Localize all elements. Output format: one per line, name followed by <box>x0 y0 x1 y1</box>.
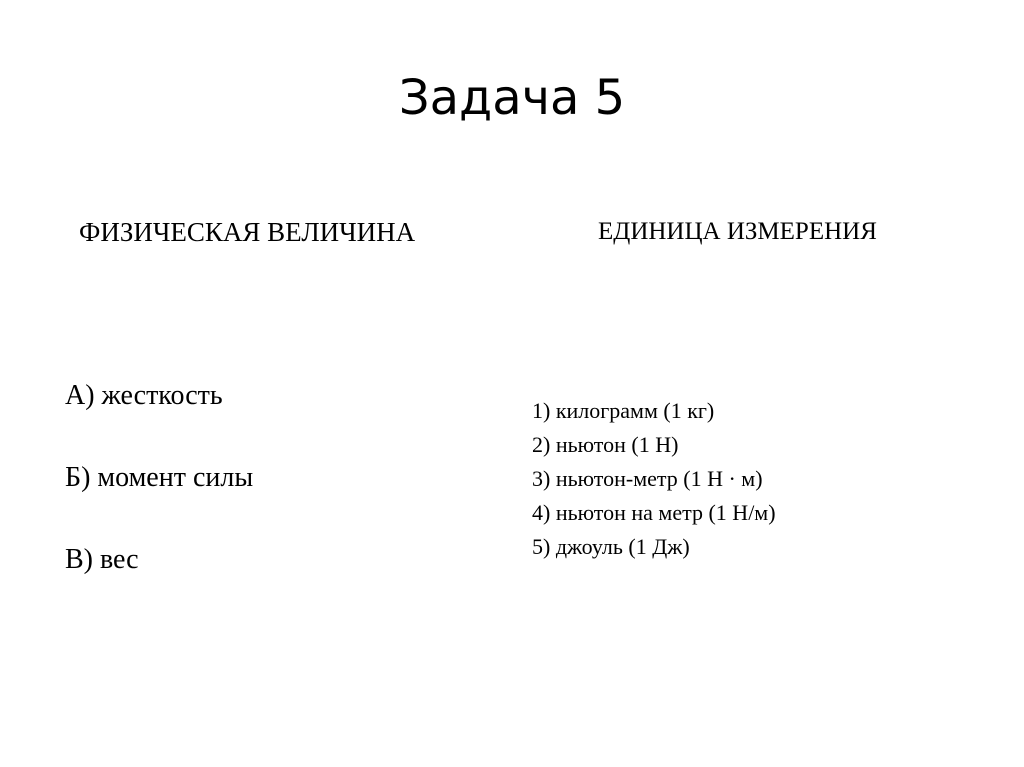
physical-quantity-header: ФИЗИЧЕСКАЯ ВЕЛИЧИНА <box>79 217 416 247</box>
physical-quantity-list <box>65 376 253 622</box>
unit-item-4: 4) ньютон на метр (1 Н/м) <box>532 500 776 525</box>
unit-item-3: 3) ньютон-метр (1 Н · м) <box>532 466 763 491</box>
unit-item-5: 5) джоуль (1 Дж) <box>532 534 690 559</box>
unit-header: ЕДИНИЦА ИЗМЕРЕНИЯ <box>598 218 877 245</box>
unit-list <box>532 394 776 564</box>
quantity-item-v: В) вес <box>65 544 139 575</box>
unit-item-1: 1) килограмм (1 кг) <box>532 398 715 423</box>
slide-title: Задача 5 <box>398 70 626 126</box>
quantity-item-b: Б) момент силы <box>65 462 254 493</box>
unit-item-2: 2) ньютон (1 Н) <box>532 432 679 457</box>
quantity-item-a: А) жесткость <box>65 380 223 411</box>
